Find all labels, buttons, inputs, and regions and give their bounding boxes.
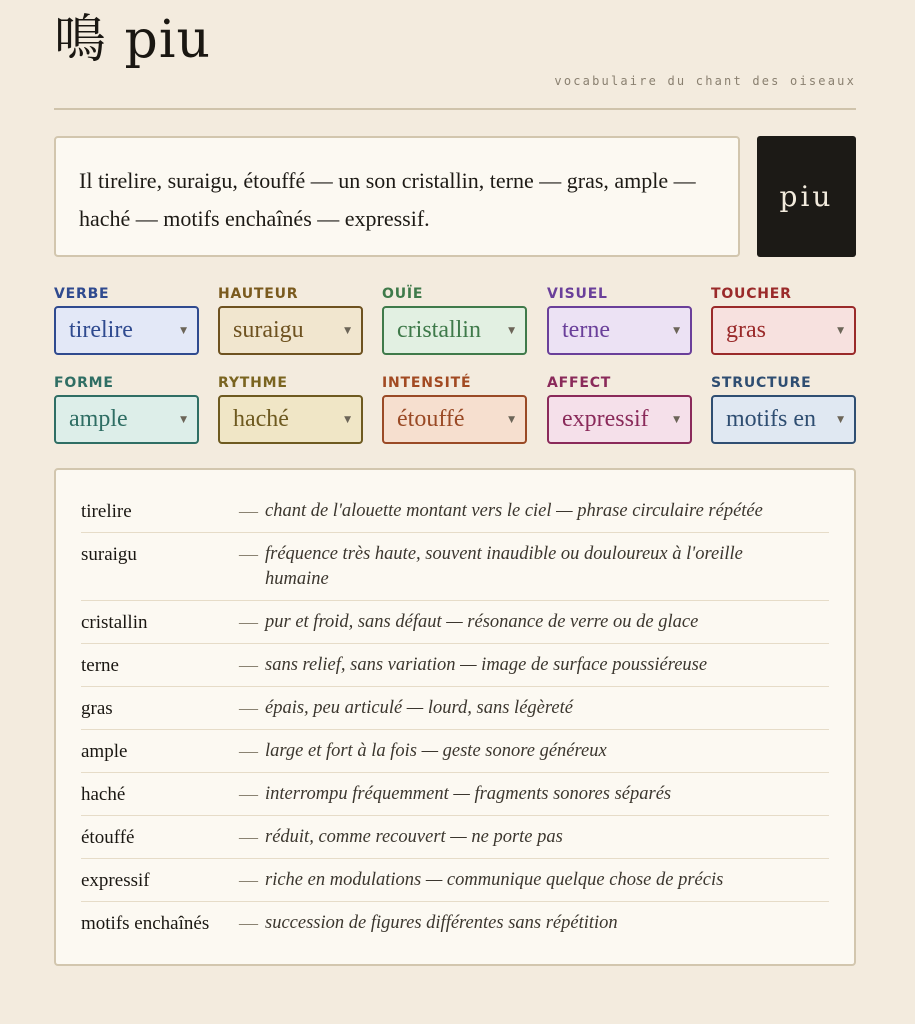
glossary-dash: — bbox=[239, 612, 258, 633]
glossary-term: expressif bbox=[81, 870, 150, 891]
generated-sentence: Il tirelire, suraigu, étouffé — un son cristallin, terne — gras, ample — haché — motifs enchaînés — expressif. bbox=[54, 136, 740, 257]
glossary-dash: — bbox=[239, 544, 258, 565]
category-dropdown[interactable] bbox=[54, 306, 199, 355]
chevron-down-icon: ▼ bbox=[508, 414, 515, 425]
word-tile: piu bbox=[757, 136, 856, 257]
glossary-term: cristallin bbox=[81, 612, 148, 633]
glossary-dash: — bbox=[239, 698, 258, 719]
category-ouïe bbox=[382, 286, 527, 355]
category-dropdown[interactable] bbox=[218, 306, 363, 355]
category-label: STRUCTURE bbox=[711, 375, 812, 391]
dropdown-value: cristallin bbox=[397, 317, 481, 343]
category-label: VISUEL bbox=[547, 286, 608, 302]
chevron-down-icon: ▼ bbox=[673, 414, 680, 425]
category-forme bbox=[54, 375, 199, 444]
glossary-row bbox=[81, 816, 829, 859]
chevron-down-icon: ▼ bbox=[180, 325, 187, 336]
glossary-term: tirelire bbox=[81, 501, 132, 522]
category-label: INTENSITÉ bbox=[382, 375, 472, 391]
glossary-row bbox=[81, 902, 829, 944]
category-label: TOUCHER bbox=[711, 286, 792, 302]
glossary-row bbox=[81, 533, 829, 601]
dropdown-value: terne bbox=[562, 317, 610, 343]
dropdown-value: étouffé bbox=[397, 406, 465, 432]
glossary-panel bbox=[54, 468, 856, 966]
glossary-row bbox=[81, 687, 829, 730]
category-dropdown[interactable] bbox=[54, 395, 199, 444]
glossary-definition: chant de l'alouette montant vers le ciel — phrase circulaire répétée bbox=[265, 501, 763, 521]
category-dropdown[interactable] bbox=[711, 306, 856, 355]
category-label: FORME bbox=[54, 375, 114, 391]
category-structure bbox=[711, 375, 856, 444]
glossary-term: haché bbox=[81, 784, 126, 805]
glossary-row bbox=[81, 730, 829, 773]
category-label: RYTHME bbox=[218, 375, 288, 391]
category-label: HAUTEUR bbox=[218, 286, 299, 302]
glossary-row bbox=[81, 773, 829, 816]
page-title: 鳴 piu bbox=[54, 10, 211, 70]
glossary-definition: large et fort à la fois — geste sonore généreux bbox=[265, 741, 607, 761]
glossary-dash: — bbox=[239, 501, 258, 522]
glossary-definition: pur et froid, sans défaut — résonance de verre ou de glace bbox=[265, 612, 699, 632]
glossary-term: motifs enchaînés bbox=[81, 913, 210, 934]
chevron-down-icon: ▼ bbox=[673, 325, 680, 336]
category-verbe bbox=[54, 286, 199, 355]
glossary-definition: sans relief, sans variation — image de surface poussiéreuse bbox=[265, 655, 708, 675]
glossary-list bbox=[81, 490, 829, 944]
category-dropdown[interactable] bbox=[382, 395, 527, 444]
page-subtitle: vocabulaire du chant des oiseaux bbox=[554, 74, 856, 88]
dropdown-value: expressif bbox=[562, 406, 649, 432]
dropdown-value: motifs en bbox=[726, 406, 816, 432]
glossary-dash: — bbox=[239, 655, 258, 676]
glossary-definition: épais, peu articulé — lourd, sans légèreté bbox=[265, 698, 573, 718]
glossary-row bbox=[81, 601, 829, 644]
glossary-term: gras bbox=[81, 698, 113, 719]
chevron-down-icon: ▼ bbox=[344, 325, 351, 336]
chevron-down-icon: ▼ bbox=[180, 414, 187, 425]
chevron-down-icon: ▼ bbox=[508, 325, 515, 336]
glossary-row bbox=[81, 490, 829, 533]
glossary-dash: — bbox=[239, 741, 258, 762]
category-toucher bbox=[711, 286, 856, 355]
chevron-down-icon: ▼ bbox=[837, 325, 844, 336]
dropdown-value: haché bbox=[233, 406, 289, 432]
glossary-term: ample bbox=[81, 741, 128, 762]
category-rythme bbox=[218, 375, 363, 444]
category-dropdown[interactable] bbox=[547, 395, 692, 444]
chevron-down-icon: ▼ bbox=[344, 414, 351, 425]
glossary-row bbox=[81, 859, 829, 902]
category-intensité bbox=[382, 375, 527, 444]
glossary-definition: fréquence très haute, souvent inaudible ou douloureux à l'oreille humaine bbox=[265, 544, 743, 589]
category-affect bbox=[547, 375, 692, 444]
glossary-definition: succession de figures différentes sans répétition bbox=[265, 913, 618, 933]
dropdown-value: suraigu bbox=[233, 317, 304, 343]
header-divider bbox=[54, 108, 856, 110]
glossary-dash: — bbox=[239, 827, 258, 848]
category-label: OUÏE bbox=[382, 286, 424, 302]
category-label: AFFECT bbox=[547, 375, 612, 391]
dropdown-value: gras bbox=[726, 317, 766, 343]
glossary-definition: interrompu fréquemment — fragments sonores séparés bbox=[265, 784, 672, 804]
glossary-dash: — bbox=[239, 913, 258, 934]
glossary-dash: — bbox=[239, 784, 258, 805]
category-dropdown[interactable] bbox=[218, 395, 363, 444]
category-hauteur bbox=[218, 286, 363, 355]
category-dropdown[interactable] bbox=[547, 306, 692, 355]
glossary-definition: riche en modulations — communique quelque chose de précis bbox=[265, 870, 724, 890]
glossary-definition: réduit, comme recouvert — ne porte pas bbox=[265, 827, 563, 847]
glossary-row bbox=[81, 644, 829, 687]
glossary-term: suraigu bbox=[81, 544, 137, 565]
glossary-term: terne bbox=[81, 655, 119, 676]
chevron-down-icon: ▼ bbox=[837, 414, 844, 425]
dropdown-value: tirelire bbox=[69, 317, 133, 343]
category-dropdown[interactable] bbox=[711, 395, 856, 444]
category-dropdown[interactable] bbox=[382, 306, 527, 355]
glossary-term: étouffé bbox=[81, 827, 135, 848]
category-label: VERBE bbox=[54, 286, 110, 302]
category-visuel bbox=[547, 286, 692, 355]
header bbox=[54, 6, 856, 88]
glossary-dash: — bbox=[239, 870, 258, 891]
dropdown-value: ample bbox=[69, 406, 128, 432]
